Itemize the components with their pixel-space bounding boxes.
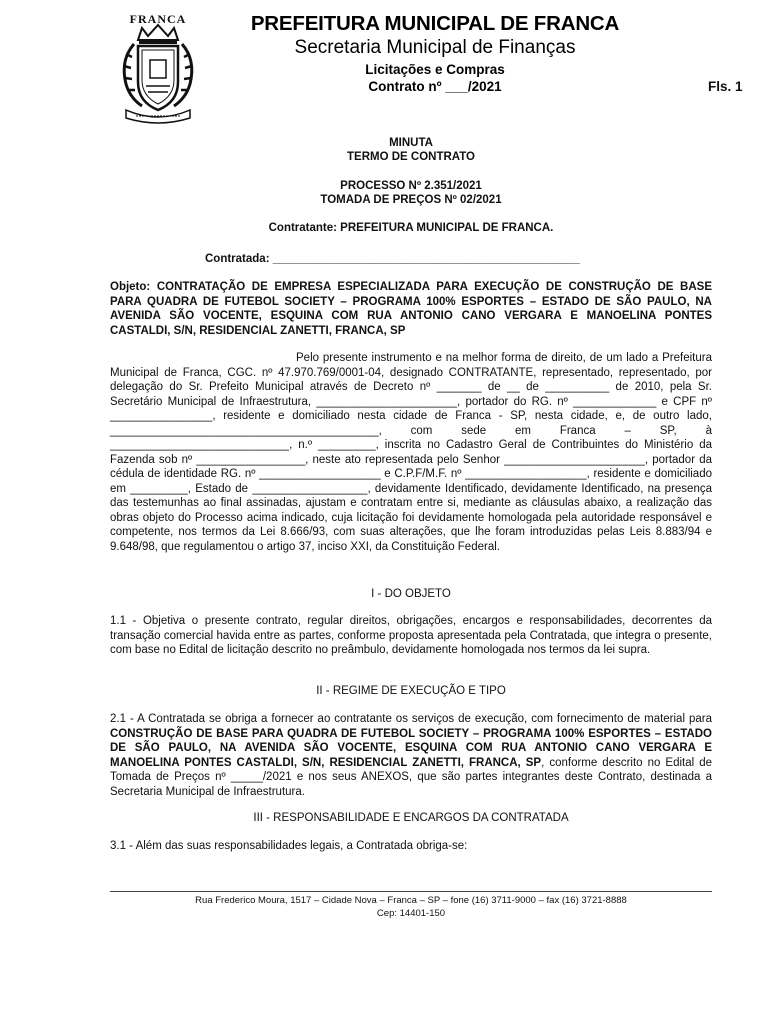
minuta-label: MINUTA bbox=[389, 137, 433, 149]
contratada-label: Contratada: ________________________________________________ bbox=[205, 253, 580, 265]
section-3-text: 3.1 - Além das suas responsabilidades legais, a Contratada obriga-se: bbox=[110, 840, 468, 852]
section-2-text-c: , conforme descrito no Edital de Tomada de Preços nº _____/2021 e nos seus ANEXOS, que são partes integrantes deste Contrato, destinada a Secretaria Municipal de Infraestrutura. bbox=[110, 756, 712, 798]
contratante-label: Contratante: PREFEITURA MUNICIPAL DE FRANCA. bbox=[268, 222, 554, 234]
contract-number: Contrato nº ___/2021 bbox=[368, 79, 502, 94]
seal-text: FRANCA bbox=[129, 12, 187, 26]
section-2-text bbox=[110, 712, 712, 799]
footer-cep: Cep: 14401-150 bbox=[376, 908, 446, 919]
section-3-title: III - RESPONSABILIDADE E ENCARGOS DA CONTRATADA bbox=[253, 812, 569, 824]
section-2-text-b: CONSTRUÇÃO DE BASE PARA QUADRA DE FUTEBOL SOCIETY – PROGRAMA 100% ESPORTES – ESTADO DE SÃO PAULO, NA AVENIDA SÃO VOCENTE, ESQUINA COM RUA ANTONIO CANO VERGARA E MANOELINA PONTES CASTALDI, S/N, RESIDENCIAL ZANETTI, FRANCA, SP bbox=[110, 727, 712, 769]
coat-of-arms-icon bbox=[112, 10, 204, 126]
department-label: Licitações e Compras bbox=[365, 62, 505, 77]
page-title: PREFEITURA MUNICIPAL DE FRANCA bbox=[250, 12, 620, 35]
section-2-title: II - REGIME DE EXECUÇÃO E TIPO bbox=[316, 685, 506, 697]
preamble-paragraph bbox=[110, 351, 712, 554]
footer-address: Rua Frederico Moura, 1517 – Cidade Nova – Franca – SP – fone (16) 3711-9000 – fax (16) 3721-8888 bbox=[195, 895, 627, 906]
termo-label: TERMO DE CONTRATO bbox=[347, 151, 475, 163]
section-1-text: 1.1 - Objetiva o presente contrato, regular direitos, obrigações, encargos e responsabilidades, decorrentes da transação comercial havida entre as partes, conforme proposta apresentada pela Contratada, que integra o presente, com base no Edital de licitação descrito no preâmbulo, devidamente homologada nos termos da lei supra. bbox=[110, 615, 712, 656]
page-number: Fls. 1 bbox=[708, 79, 743, 94]
footer-divider bbox=[110, 891, 712, 892]
processo-label: PROCESSO Nº 2.351/2021 bbox=[340, 180, 482, 192]
preamble-text: Pelo presente instrumento e na melhor forma de direito, de um lado a Prefeitura Municipal de Franca, CGC. nº 47.970.769/0001-04, designado CONTRATANTE, representado, representado, por delegação do Sr. Prefeito Municipal através de Decreto nº _______ de __ de __________ de 2010, pela Sr. Secretário Municipal de Infraestrutura, ______________________, portador do RG. nº _____________ e CPF nº ________________, residente e domiciliado nesta cidade de Franca - SP, nesta cidade, e, de outro lado, __________________________________________, com sede em Franca – SP, à ____________________________, n.º _________, inscrita no Cadastro Geral de Contribuintes do Ministério da Fazenda sob nº _________________, neste ato representada pelo Senhor ______________________, portador da cédula de identidade RG. nº ___________________ e C.P.F/M.F. nº ___________________, residente e domiciliado em _________, Estado de __________________, devidamente Identificado, devidamente Identificado, na presença das testemunhas ao final assinadas, ajustam e contratam entre si, mediante as cláusulas abaixo, a realização das obras objeto do Processo acima indicado, cuja licitação foi devidamente homologada pela autoridade responsável e competente, nos termos da Lei 8.666/93, com suas alterações, que lhe foram introduzidas pelas Leis 8.883/94 e 9.648/98, que regulamentou o artigo 37, inciso XXI, da Constituição Federal. bbox=[110, 352, 712, 553]
section-2-text-a: 2.1 - A Contratada se obriga a fornecer ao contratante os serviços de execução, com fornecimento de material para bbox=[110, 713, 712, 725]
objeto-paragraph: Objeto: CONTRATAÇÃO DE EMPRESA ESPECIALIZADA PARA EXECUÇÃO DE CONSTRUÇÃO DE BASE PARA QUADRA DE FUTEBOL SOCIETY – PROGRAMA 100% ESPORTES – ESTADO DE SÃO PAULO, NA AVENIDA SÃO VOCENTE, ESQUINA COM RUA ANTONIO CANO VERGARA E MANOELINA PONTES CASTALDI, S/N, RESIDENCIAL ZANETTI, FRANCA, SP bbox=[110, 281, 712, 337]
section-1-title: I - DO OBJETO bbox=[371, 588, 451, 600]
page-subtitle: Secretaria Municipal de Finanças bbox=[294, 37, 576, 58]
tomada-label: TOMADA DE PREÇOS Nº 02/2021 bbox=[320, 194, 502, 206]
